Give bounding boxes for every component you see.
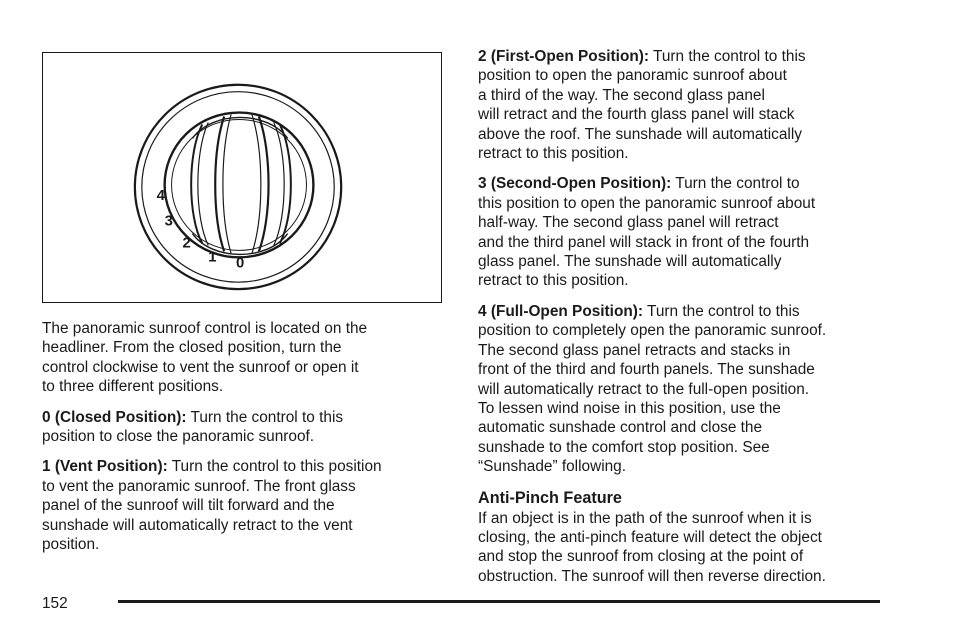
- position-0-text: Turn the control to this position to close the panoramic sunroof.: [42, 408, 344, 446]
- position-2-paragraph: [478, 47, 888, 163]
- position-4-paragraph: [478, 302, 888, 477]
- position-0-term: 0 (Closed Position):: [42, 408, 187, 426]
- position-1-term: 1 (Vent Position):: [42, 458, 168, 476]
- position-0-paragraph: [42, 408, 442, 447]
- dial-label-1: 1: [208, 249, 217, 266]
- dial-label-2: 2: [182, 235, 191, 252]
- position-3-term: 3 (Second-Open Position):: [478, 175, 672, 193]
- left-column: [42, 319, 442, 565]
- position-2-text: Turn the control to this position to open the panoramic sunroof about a third of the way. The second glass panel will retract and the fourth glass panel will stack above the roof. The sunshade will automatically retract to this position.: [478, 48, 806, 163]
- position-4-term: 4 (Full-Open Position):: [478, 302, 644, 320]
- anti-pinch-heading: Anti-Pinch Feature: [478, 488, 622, 507]
- position-3-text: Turn the control to this position to open the panoramic sunroof about half-way. The second glass panel will retract and the third panel will stack in front of the fourth glass panel. The sunshade will automatically retract to this position.: [478, 175, 816, 290]
- sunroof-control-illustration: [42, 52, 442, 303]
- dial-label-4: 4: [156, 187, 165, 204]
- dial-label-3: 3: [164, 213, 173, 230]
- anti-pinch-paragraph: If an object is in the path of the sunroof when it is closing, the anti-pinch feature will detect the object and stop the sunroof from closing at the point of obstruction. The sunroof will then reverse direction.: [478, 509, 826, 585]
- footer-rule: [118, 600, 880, 603]
- position-4-text: Turn the control to this position to completely open the panoramic sunroof. The second glass panel retracts and stacks in front of the third and fourth panels. The sunshade will automatically retract to the full-open position. To lessen wind noise in this position, use the automatic sunshade control and close the sunshade to the comfort stop position. See “Sunshade” following.: [478, 302, 827, 476]
- position-3-paragraph: [478, 174, 888, 290]
- right-column: [478, 47, 888, 597]
- page-number: 152: [42, 595, 68, 612]
- dial-label-0: 0: [236, 255, 245, 272]
- position-1-paragraph: [42, 457, 442, 554]
- sunroof-dial-drawing: [43, 53, 441, 302]
- intro-paragraph: The panoramic sunroof control is located on the headliner. From the closed position, turn the control clockwise to vent the sunroof or open it to three different positions.: [42, 320, 368, 396]
- position-2-term: 2 (First-Open Position):: [478, 48, 650, 65]
- position-1-text: Turn the control to this position to vent the panoramic sunroof. The front glass panel of the sunroof will tilt forward and the sunshade will automatically retract to the vent position.: [42, 458, 382, 554]
